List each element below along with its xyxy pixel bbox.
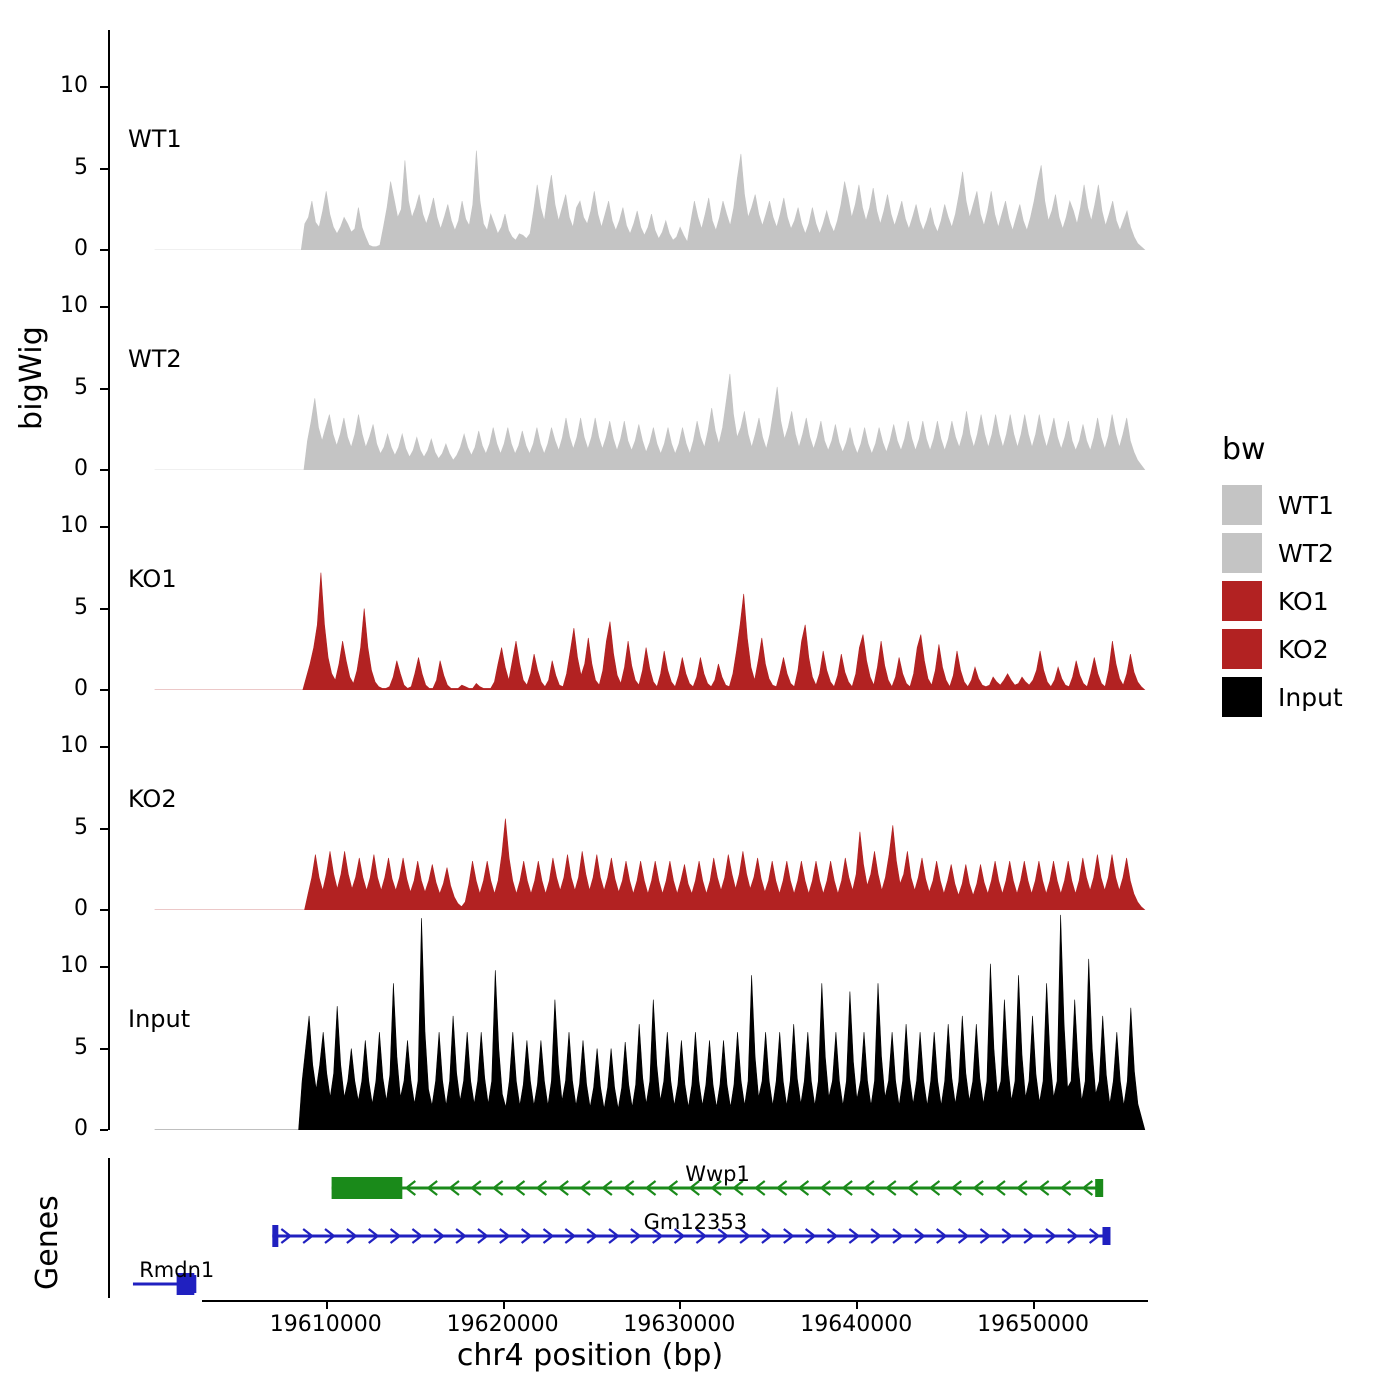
y-tick-mark [100, 828, 108, 830]
y-tick-label: 0 [74, 1116, 88, 1141]
legend-item-ko2[interactable] [1222, 625, 1392, 673]
y-tick-label: 5 [74, 1034, 88, 1060]
x-tick-label: 19620000 [446, 1312, 559, 1337]
y-tick-label: 5 [74, 154, 88, 180]
coverage-area-input [110, 910, 1148, 1130]
coverage-area-ko2 [110, 690, 1148, 910]
gene-end-block [1102, 1227, 1110, 1245]
legend-swatch-input [1222, 677, 1262, 717]
coverage-area-wt2 [110, 250, 1148, 470]
track-label-input: Input [128, 1005, 191, 1033]
y-tick-mark [100, 526, 108, 528]
gene-exon-block [272, 1225, 278, 1247]
legend-swatch-wt2 [1222, 533, 1262, 573]
x-axis-label: chr4 position (bp) [456, 1338, 724, 1373]
x-tick-mark [679, 1300, 681, 1309]
gene-label-gm12353: Gm12353 [643, 1210, 748, 1234]
legend-item-wt2[interactable] [1222, 529, 1392, 577]
y-tick-mark [100, 909, 108, 911]
y-tick-label: 5 [74, 814, 88, 840]
x-tick-label: 19610000 [269, 1312, 382, 1337]
legend-item-wt1[interactable] [1222, 481, 1392, 529]
y-tick-label: 0 [74, 456, 88, 481]
legend-swatch-ko1 [1222, 581, 1262, 621]
x-tick-label: 19640000 [800, 1312, 913, 1337]
y-tick-label: 0 [74, 236, 88, 261]
genes-axis-line [108, 1158, 110, 1298]
y-tick-label: 10 [60, 293, 88, 319]
legend-items [1222, 481, 1392, 721]
gene-end-block [1095, 1179, 1103, 1197]
track-label-ko1: KO1 [128, 565, 177, 593]
legend [1222, 432, 1392, 721]
y-tick-label: 5 [74, 594, 88, 620]
legend-label: WT2 [1278, 538, 1334, 568]
x-tick-mark [856, 1300, 858, 1309]
y-tick-label: 5 [74, 374, 88, 400]
track-panel-wt1 [108, 30, 1148, 250]
legend-label: KO2 [1278, 634, 1329, 664]
y-tick-mark [100, 306, 108, 308]
x-tick-label: 19630000 [623, 1312, 736, 1337]
y-tick-label: 10 [60, 513, 88, 539]
y-tick-mark [100, 1129, 108, 1131]
legend-swatch-wt1 [1222, 485, 1262, 525]
x-tick-mark [326, 1300, 328, 1309]
gene-exon-block [332, 1177, 403, 1199]
y-tick-mark [100, 966, 108, 968]
legend-item-ko1[interactable] [1222, 577, 1392, 625]
track-label-wt2: WT2 [128, 345, 182, 373]
y-tick-mark [100, 689, 108, 691]
track-label-wt1: WT1 [128, 125, 182, 153]
x-axis-line [202, 1300, 1148, 1302]
x-tick-label: 19650000 [977, 1312, 1090, 1337]
genes-track [108, 1158, 1148, 1298]
y-tick-label: 0 [74, 896, 88, 921]
legend-title: bw [1222, 432, 1266, 467]
track-panel-ko1 [108, 470, 1148, 690]
gene-label-wwp1: Wwp1 [685, 1162, 750, 1186]
y-tick-mark [100, 249, 108, 251]
y-tick-mark [100, 746, 108, 748]
y-tick-label: 10 [60, 73, 88, 99]
y-axis-label: bigWig [14, 325, 49, 430]
track-panel-wt2 [108, 250, 1148, 470]
y-tick-mark [100, 1048, 108, 1050]
legend-label: Input [1278, 682, 1343, 712]
track-label-ko2: KO2 [128, 785, 177, 813]
legend-label: WT1 [1278, 490, 1334, 520]
coverage-area-wt1 [110, 30, 1148, 250]
genes-svg [108, 1158, 1148, 1298]
gene-label-rmdn1: Rmdn1 [139, 1258, 215, 1282]
track-panel-input [108, 910, 1148, 1130]
y-tick-mark [100, 388, 108, 390]
y-tick-label: 0 [74, 676, 88, 701]
legend-label: KO1 [1278, 586, 1329, 616]
coverage-area-ko1 [110, 470, 1148, 690]
legend-swatch-ko2 [1222, 629, 1262, 669]
y-tick-mark [100, 168, 108, 170]
x-tick-mark [503, 1300, 505, 1309]
y-tick-mark [100, 86, 108, 88]
x-tick-mark [1033, 1300, 1035, 1309]
track-panel-ko2 [108, 690, 1148, 910]
genes-axis-label: Genes [30, 1195, 65, 1290]
y-tick-label: 10 [60, 733, 88, 759]
y-tick-mark [100, 608, 108, 610]
legend-item-input[interactable] [1222, 673, 1392, 721]
y-tick-mark [100, 469, 108, 471]
y-tick-label: 10 [60, 953, 88, 979]
